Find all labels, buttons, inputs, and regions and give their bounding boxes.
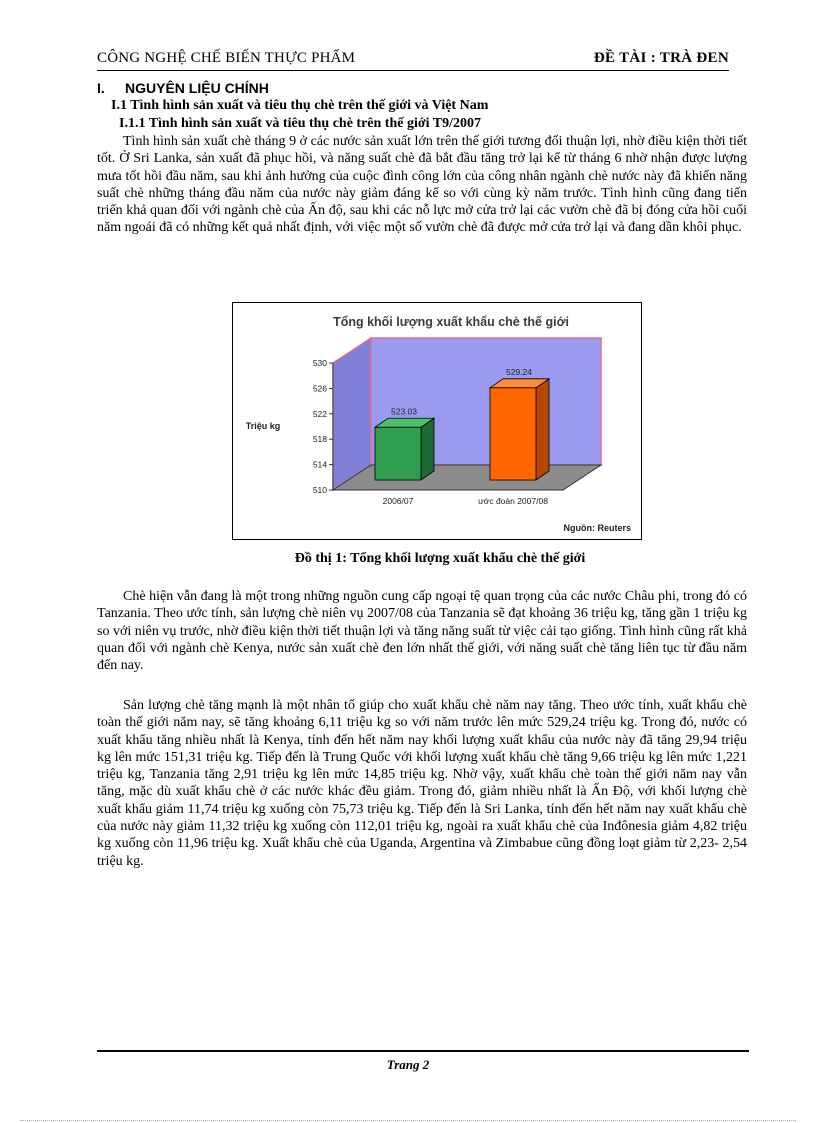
chart-title: Tổng khối lượng xuất khẩu chè thế giới	[333, 315, 569, 329]
y-tick-label: 514	[312, 459, 327, 470]
subsection-heading-1-1-1: I.1.1 Tình hình sản xuất và tiêu thụ chè trên thế giới T9/2007	[119, 116, 481, 131]
y-tick-label: 522	[312, 408, 327, 419]
chart-y-axis-label: Triệu kg	[245, 421, 281, 431]
paragraph-export-growth: Sản lượng chè tăng mạnh là một nhân tố giúp cho xuất khẩu chè năm nay tăng. Theo ước tính, xuất khẩu chè toàn thế giới năm nay, sẽ tăng khoảng 6,11 triệu kg so với năm trước lên mức 529,24 triệu kg. Trong đó, nước có xuất khẩu tăng nhiều nhất là Kenya, tính đến hết năm nay khối lượng xuất khẩu của nước này đã tăng 29,94 triệu kg lên mức 151,31 triệu kg. Tiếp đến là Trung Quốc với khối lượng xuất khẩu chè tăng 9,66 triệu kg lên mức 1,221 triệu kg, Tanzania tăng 2,91 triệu kg lên mức 14,85 triệu kg. Nhờ vậy, xuất khẩu chè toàn thế giới năm nay vẫn tăng, mặc dù xuất khẩu chè ở các nước khác đều giảm. Trong đó, giảm nhiều nhất là Ấn Độ, với khối lượng chè xuất khẩu giảm 11,74 triệu kg xuống còn 75,73 triệu kg. Tiếp đến là Sri Lanka, tính đến hết năm nay xuất khẩu chè của nước này giảm 11,32 triệu kg xuống còn 112,01 triệu kg, ngoài ra xuất khẩu chè của Inđônesia giảm 4,82 triệu kg xuống còn 11,96 triệu kg. Xuất khẩu chè của Uganda, Argentina và Zimbabue cũng đồng loạt giảm từ 2,23- 2,54 triệu kg.	[97, 698, 747, 869]
chart-side-wall	[333, 338, 371, 490]
section-title: NGUYÊN LIỆU CHÍNH	[125, 80, 269, 96]
page-header	[97, 48, 729, 71]
paragraph-production-overview: Tình hình sản xuất chè tháng 9 ở các nước sản xuất lớn trên thế giới tương đối thuận lợi, nhờ điều kiện thời tiết tốt. Ở Sri Lanka, sản xuất đã phục hồi, và năng suất chè đã bắt đầu tăng trở lại kể từ tháng 6 nhờ nhận được lượng mưa tốt hồi đầu năm, sau khi ảnh hưởng của cuộc đình công lớn của công nhân ngành chè nước này đã khiến năng suất chè những tháng đầu năm của nước này giảm đáng kể so với cùng kỳ năm trước. Tình hình cũng đang tiến triển khả quan đối với ngành chè của Ấn độ, sau khi các nỗ lực mở cửa trở lại các vườn chè đã bị đóng cửa hồi cuối năm ngoái đã có những kết quả nhất định, với việc một số vườn chè đã được mở cửa trở lại và đang dần khôi phục.	[97, 134, 747, 236]
x-category-label: 2006/07	[382, 496, 414, 506]
chart-plot-area	[313, 338, 601, 506]
bar-data-label: 529.24	[506, 366, 532, 377]
chart-source-note: Nguồn: Reuters	[563, 523, 631, 533]
y-tick-label: 530	[312, 358, 327, 368]
section-number: I.	[97, 80, 105, 96]
chart-caption: Đồ thị 1: Tổng khối lượng xuất khẩu chè thế giới	[294, 551, 586, 566]
bar-side	[421, 418, 434, 480]
bar	[490, 388, 536, 480]
header-topic-title: ĐỀ TÀI : TRÀ ĐEN	[593, 50, 729, 66]
page-bottom-border	[20, 1120, 796, 1121]
y-tick-label: 518	[312, 434, 327, 445]
subsection-heading-1-1: I.1 Tình hình sản xuất và tiêu thụ chè trên thế giới và Việt Nam	[111, 98, 489, 113]
footer-rule	[97, 1050, 749, 1052]
x-category-label: ước đoán 2007/08	[478, 496, 548, 506]
export-volume-chart	[233, 303, 641, 539]
chart-floor	[333, 465, 601, 490]
page-number: Trang 2	[386, 1057, 430, 1072]
bar	[375, 427, 421, 480]
bar-side	[536, 379, 549, 480]
section-heading-1	[97, 80, 269, 96]
header-course-title: CÔNG NGHỆ CHẾ BIẾN THỰC PHẨM	[97, 50, 356, 66]
chart-container	[232, 302, 642, 540]
paragraph-africa-production: Chè hiện vẫn đang là một trong những nguồn cung cấp ngoại tệ quan trọng của các nước Châu phi, trong đó có Tanzania. Theo ước tính, sản lượng chè niên vụ 2007/08 của Tanzania sẽ đạt khoảng 36 triệu kg, tăng gần 1 triệu kg so với niên vụ trước, nhờ điều kiện thời tiết thuận lợi và tăng năng suất từ việc cải tạo giống. Tình hình cũng rất khả quan đối với ngành chè Kenya, nước sản xuất chè đen lớn nhất thế giới, với năng suất chè tăng liên tục từ đầu năm đến nay.	[97, 589, 747, 674]
bar-data-label: 523.03	[391, 406, 417, 417]
y-tick-label: 526	[312, 383, 327, 394]
y-tick-label: 510	[312, 485, 327, 495]
